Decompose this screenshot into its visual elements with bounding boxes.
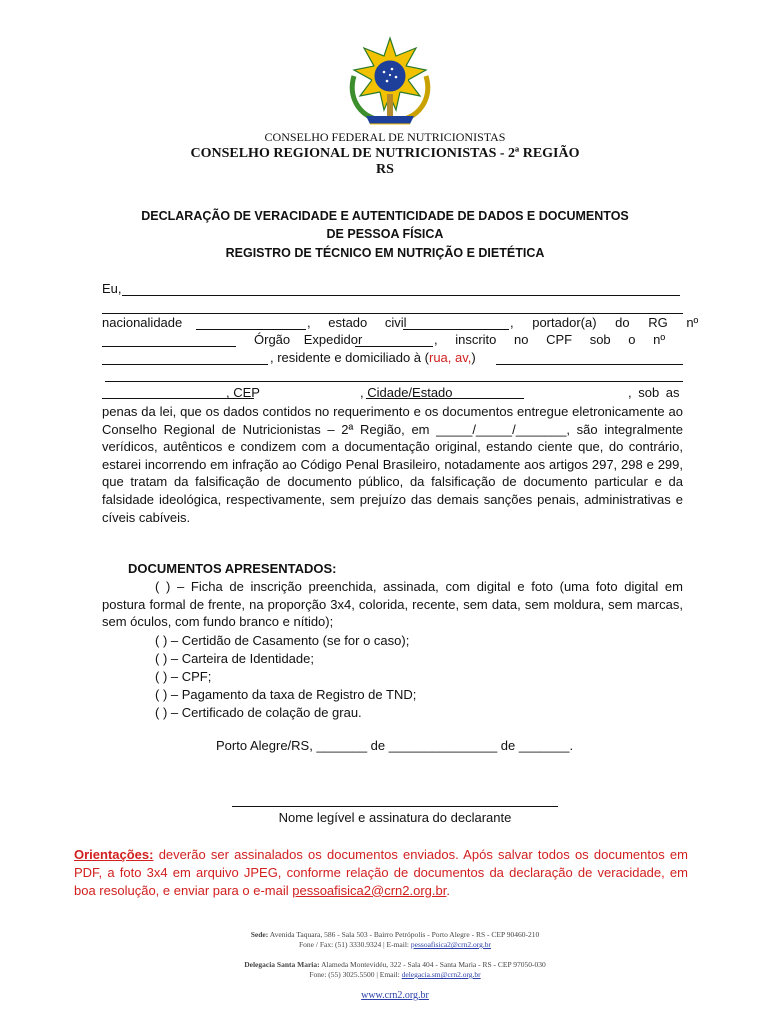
federal-council-name: CONSELHO FEDERAL DE NUTRICIONISTAS — [264, 130, 506, 144]
declaration-text-2: , são integralmente verídicos, autênticos e condizem com a documentação original, estando ciente que, do contrário, estarei incorrendo em infração ao Código Penal Brasileiro, notadamente aos artigos 297, 298 e 299, que tratam da falsificação de documento público, da falsificação de documento particular e da falsidade ideológica, respectivamente, sem prejuízo das demais sanções penais, administrativas e cíveis cabíveis. — [102, 421, 683, 525]
address-close: ) — [471, 350, 476, 365]
instructions-end: . — [446, 882, 450, 898]
footer-delegation-phone: Fone: (55) 3025.5500 | Email: — [309, 970, 402, 979]
footer-delegation — [0, 960, 770, 969]
footer-sede-phone: Fone / Fax: (51) 3330.9324 | E-mail: — [298, 940, 411, 949]
document-checkbox-item-cpf[interactable]: ( ) – CPF; — [155, 669, 212, 684]
cep-field[interactable] — [170, 398, 254, 399]
cpf-label: , inscrito no CPF sob o nº — [434, 332, 666, 347]
eu-label: Eu, — [102, 281, 122, 296]
marital-status-field[interactable] — [403, 329, 509, 330]
signature-field[interactable] — [232, 806, 558, 807]
footer-delegation-label: Delegacia Santa Maria: — [244, 960, 320, 969]
document-title-line-3: REGISTRO DE TÉCNICO EM NUTRIÇÃO E DIETÉTICA — [225, 246, 545, 260]
issuer-field[interactable] — [355, 346, 433, 347]
documents-heading: DOCUMENTOS APRESENTADOS: — [128, 561, 337, 576]
document-checkbox-item-marriage[interactable]: ( ) – Certidão de Casamento (se for o caso); — [155, 633, 410, 648]
rg-label: , portador(a) do RG nº — [510, 315, 699, 330]
document-checkbox-item-identity[interactable]: ( ) – Carteira de Identidade; — [155, 651, 314, 666]
regional-council-name: CONSELHO REGIONAL DE NUTRICIONISTAS - 2ª REGIÃO — [190, 146, 580, 161]
footer-headquarters-contact — [0, 940, 770, 949]
declaration-paragraph — [102, 403, 683, 526]
footer-headquarters — [0, 930, 770, 939]
document-title-line-1: DECLARAÇÃO DE VERACIDADE E AUTENTICIDADE DE DADOS E DOCUMENTOS — [141, 209, 629, 223]
footer-sede-address: Avenida Taquara, 586 - Sala 503 - Bairro Petrópolis - Porto Alegre - RS - CEP 90460-210 — [268, 930, 540, 939]
date-field[interactable]: _____/_____/_______ — [436, 421, 567, 437]
name-field-continued[interactable] — [102, 313, 683, 314]
instructions-label: Orientações: — [74, 847, 154, 862]
cep-label: , CEP — [226, 385, 260, 400]
document-checkbox-item-registration-form[interactable]: ( ) – Ficha de inscrição preenchida, assinada, com digital e foto (uma foto digital em postura formal de frente, na proporção 3x4, colorida, recente, sem data, sem moldura, sem marcas, sem óculos, com fundo branco e nítido); — [102, 579, 683, 630]
city-state-field[interactable] — [366, 398, 524, 399]
nationality-field[interactable] — [196, 329, 306, 330]
instructions-email-link[interactable]: pessoafisica2@crn2.org.br — [292, 882, 447, 898]
declaration-text-1: penas da lei, que os dados contidos no requerimento e os documentos entregue eletronicamente ao Conselho Regional de Nutricionistas – 2ª Região, em — [102, 404, 683, 437]
brazil-coat-of-arms-icon — [340, 36, 440, 132]
marital-status-label: , estado civil — [307, 315, 407, 330]
instructions-paragraph — [74, 846, 688, 899]
issuer-label: Órgão Expedidor — [254, 332, 363, 347]
nationality-label: nacionalidade — [102, 315, 183, 330]
city-state-label: , Cidade/Estado — [360, 385, 453, 400]
document-checkbox-item-payment[interactable]: ( ) – Pagamento da taxa de Registro de TND; — [155, 687, 417, 702]
instructions-text: deverão ser assinalados os documentos enviados. Após salvar todos os documentos em PDF, a foto 3x4 em arquivo JPEG, conforme relação de documentos da declaração de veracidade, em boa resolução, e enviar para o e-mail — [74, 847, 688, 898]
address-field[interactable] — [496, 364, 683, 365]
footer-delegation-contact — [0, 970, 770, 979]
sob-as-label: , sob as — [628, 385, 680, 400]
footer-delegation-address: Alameda Montevidéu, 322 - Sala 404 - Santa Maria - RS - CEP 97050-030 — [319, 960, 546, 969]
footer-sede-label: Sede: — [250, 930, 269, 939]
address-field-continued[interactable] — [105, 381, 683, 382]
state-label: RS — [376, 162, 394, 177]
address-label: , residente e domiciliado à ( — [270, 350, 429, 365]
signature-label: Nome legível e assinatura do declarante — [278, 810, 512, 825]
name-line — [102, 281, 683, 296]
document-title-line-2: DE PESSOA FÍSICA — [326, 227, 444, 241]
name-field[interactable] — [122, 295, 680, 296]
website-link[interactable]: www.crn2.org.br — [361, 990, 429, 1001]
cpf-number-field[interactable] — [102, 364, 268, 365]
rg-number-field[interactable] — [102, 346, 236, 347]
address-hint: rua, av, — [428, 350, 472, 365]
footer-delegation-email-link[interactable]: delegacia.sm@crn2.org.br — [401, 970, 481, 979]
footer-sede-email-link[interactable]: pessoafisica2@crn2.org.br — [410, 940, 491, 949]
document-checkbox-item-certificate[interactable]: ( ) – Certificado de colação de grau. — [155, 705, 362, 720]
place-date-line[interactable]: Porto Alegre/RS, _______ de _______________ de _______. — [216, 738, 574, 753]
